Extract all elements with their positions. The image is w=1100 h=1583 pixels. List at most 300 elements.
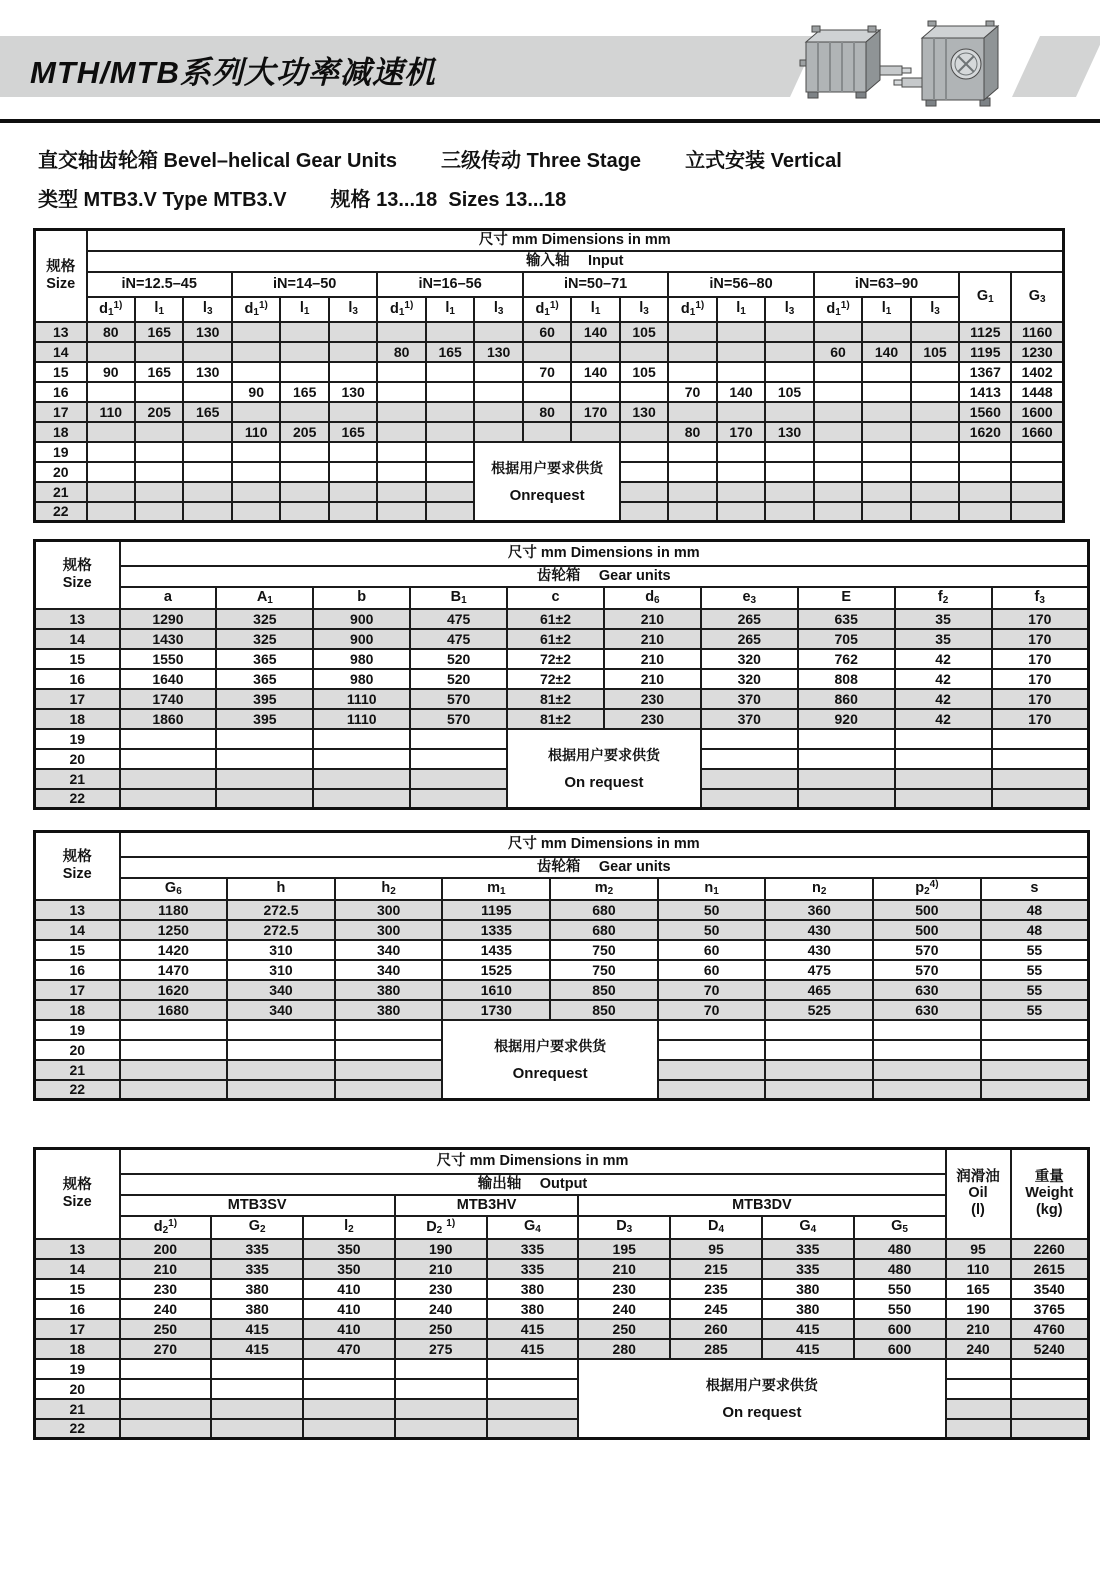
data-cell <box>395 1399 487 1419</box>
data-cell: 570 <box>873 960 981 980</box>
data-cell <box>232 362 280 382</box>
data-cell: 272.5 <box>227 900 335 920</box>
data-cell <box>211 1419 303 1439</box>
header-cell: 尺寸 mm Dimensions in mm <box>120 1149 946 1174</box>
data-cell <box>335 1020 443 1040</box>
data-cell: 600 <box>854 1339 946 1359</box>
data-cell <box>658 1040 766 1060</box>
data-cell <box>216 769 313 789</box>
header-cell: $n_2$ <box>765 878 873 900</box>
intro-gear-units-label: 直交轴齿轮箱 Bevel–helical Gear Units <box>38 150 398 172</box>
size-cell: 20 <box>35 462 87 482</box>
data-cell <box>895 729 992 749</box>
data-cell: 340 <box>227 1000 335 1020</box>
data-cell <box>410 769 507 789</box>
data-cell: 3540 <box>1011 1279 1089 1299</box>
data-cell <box>765 402 813 422</box>
data-cell <box>313 729 410 749</box>
data-cell: 195 <box>578 1239 670 1259</box>
header-cell: $d_1^{1)}$ <box>523 297 571 322</box>
header-cell: $d_1^{1)}$ <box>668 297 716 322</box>
size-cell: 22 <box>35 1419 120 1439</box>
header-cell: $l_1$ <box>426 297 474 322</box>
data-cell: 270 <box>120 1339 212 1359</box>
data-cell: 95 <box>670 1239 762 1259</box>
data-cell <box>377 402 425 422</box>
header-cell: $m_1$ <box>442 878 550 900</box>
header-cell: iN=14–50 <box>232 272 377 297</box>
data-cell <box>329 502 377 522</box>
data-cell: 210 <box>604 629 701 649</box>
data-cell <box>658 1020 766 1040</box>
data-cell: 50 <box>658 900 766 920</box>
data-cell <box>895 789 992 809</box>
data-cell: 1290 <box>120 609 217 629</box>
data-cell: 335 <box>762 1239 854 1259</box>
data-cell: 230 <box>578 1279 670 1299</box>
size-cell: 18 <box>35 1339 120 1359</box>
data-cell: 1110 <box>313 689 410 709</box>
data-cell <box>426 442 474 462</box>
data-cell <box>280 482 328 502</box>
data-cell: 1250 <box>120 920 228 940</box>
header-cell: iN=63–90 <box>814 272 960 297</box>
size-cell: 15 <box>35 940 120 960</box>
data-cell: 1430 <box>120 629 217 649</box>
data-cell <box>717 462 765 482</box>
data-cell: 140 <box>717 382 765 402</box>
data-cell: 1335 <box>442 920 550 940</box>
data-cell <box>135 482 183 502</box>
data-cell: 170 <box>717 422 765 442</box>
data-cell: 80 <box>668 422 716 442</box>
data-cell: 230 <box>395 1279 487 1299</box>
data-cell <box>426 322 474 342</box>
header-cell: $d_1^{1)}$ <box>377 297 425 322</box>
data-cell <box>717 342 765 362</box>
data-cell: 415 <box>211 1339 303 1359</box>
data-cell: 1420 <box>120 940 228 960</box>
data-cell <box>911 482 960 502</box>
data-cell: 475 <box>765 960 873 980</box>
data-cell: 920 <box>798 709 895 729</box>
data-cell <box>232 462 280 482</box>
data-cell: 215 <box>670 1259 762 1279</box>
data-cell <box>426 502 474 522</box>
data-cell: 1367 <box>959 362 1011 382</box>
data-cell: 50 <box>658 920 766 940</box>
data-cell: 140 <box>862 342 910 362</box>
size-cell: 19 <box>35 1359 120 1379</box>
data-cell: 42 <box>895 709 992 729</box>
data-cell <box>120 1379 212 1399</box>
data-cell: 370 <box>701 709 798 729</box>
data-cell: 430 <box>765 920 873 940</box>
data-cell: 70 <box>523 362 571 382</box>
data-cell <box>377 502 425 522</box>
data-cell: 42 <box>895 669 992 689</box>
data-cell: 340 <box>227 980 335 1000</box>
data-cell <box>87 462 135 482</box>
data-cell: 380 <box>762 1299 854 1319</box>
data-cell <box>571 422 619 442</box>
data-cell: 325 <box>216 609 313 629</box>
data-cell: 475 <box>410 609 507 629</box>
data-cell <box>981 1040 1089 1060</box>
data-cell <box>280 502 328 522</box>
size-cell: 17 <box>35 402 87 422</box>
header-cell: $f_2$ <box>895 587 992 609</box>
data-cell: 415 <box>487 1319 579 1339</box>
data-cell: 170 <box>992 649 1089 669</box>
data-cell: 35 <box>895 629 992 649</box>
header-cell: 规格 Size <box>35 832 120 900</box>
data-cell <box>620 442 668 462</box>
size-cell: 22 <box>35 502 87 522</box>
size-cell: 22 <box>35 1080 120 1100</box>
data-cell <box>120 789 217 809</box>
data-cell <box>862 402 910 422</box>
data-cell <box>87 442 135 462</box>
header-cell: 重量 Weight (kg) <box>1011 1149 1089 1239</box>
data-cell <box>765 462 813 482</box>
header-cell: $m_2$ <box>550 878 658 900</box>
data-cell <box>701 749 798 769</box>
data-cell: 70 <box>658 980 766 1000</box>
data-cell <box>765 342 813 362</box>
data-cell: 170 <box>992 709 1089 729</box>
data-cell: 980 <box>313 669 410 689</box>
header-cell: $G_3$ <box>1011 272 1063 322</box>
data-cell: 340 <box>335 940 443 960</box>
gearbox-photo-1 <box>800 26 911 98</box>
data-cell: 320 <box>701 649 798 669</box>
data-cell: 410 <box>303 1299 395 1319</box>
data-cell <box>120 769 217 789</box>
data-cell: 1600 <box>1011 402 1063 422</box>
data-cell <box>329 462 377 482</box>
data-cell <box>313 769 410 789</box>
header-cell: $l_3$ <box>620 297 668 322</box>
data-cell: 1620 <box>120 980 228 1000</box>
data-cell: 60 <box>814 342 862 362</box>
header-cell: $l_3$ <box>911 297 960 322</box>
size-cell: 16 <box>35 382 87 402</box>
size-cell: 20 <box>35 1040 120 1060</box>
data-cell: 410 <box>303 1279 395 1299</box>
data-cell <box>232 502 280 522</box>
data-cell <box>668 342 716 362</box>
data-cell: 265 <box>701 609 798 629</box>
data-cell: 72±2 <box>507 649 604 669</box>
data-cell <box>232 342 280 362</box>
data-cell <box>183 382 231 402</box>
header-cell: $B_1$ <box>410 587 507 609</box>
data-cell: 170 <box>992 629 1089 649</box>
data-cell: 2615 <box>1011 1259 1089 1279</box>
data-cell <box>862 502 910 522</box>
header-cell: 规格 Size <box>35 230 87 322</box>
data-cell <box>227 1020 335 1040</box>
data-cell: 1680 <box>120 1000 228 1020</box>
data-cell: 980 <box>313 649 410 669</box>
data-cell: 245 <box>670 1299 762 1319</box>
header-cell: $l_3$ <box>183 297 231 322</box>
data-cell <box>911 422 960 442</box>
data-cell <box>959 462 1011 482</box>
data-cell <box>87 482 135 502</box>
data-cell: 520 <box>410 649 507 669</box>
header-cell: $d_2^{1)}$ <box>120 1216 212 1239</box>
data-cell <box>765 362 813 382</box>
data-cell: 370 <box>701 689 798 709</box>
size-cell: 21 <box>35 482 87 502</box>
data-cell: 600 <box>854 1319 946 1339</box>
data-cell <box>862 422 910 442</box>
data-cell: 70 <box>658 1000 766 1020</box>
data-cell <box>946 1399 1011 1419</box>
data-cell: 95 <box>946 1239 1011 1259</box>
data-cell <box>1011 1399 1089 1419</box>
data-cell: 395 <box>216 709 313 729</box>
header-cell: 尺寸 mm Dimensions in mm <box>87 230 1064 251</box>
data-cell <box>426 462 474 482</box>
size-cell: 17 <box>35 1319 120 1339</box>
data-cell <box>280 402 328 422</box>
data-cell <box>183 482 231 502</box>
data-cell: 210 <box>604 649 701 669</box>
data-cell: 300 <box>335 920 443 940</box>
header-cell: $d_1^{1)}$ <box>814 297 862 322</box>
data-cell <box>377 362 425 382</box>
data-cell: 410 <box>303 1319 395 1339</box>
data-cell: 165 <box>426 342 474 362</box>
data-cell <box>620 482 668 502</box>
header-cell: $d_6$ <box>604 587 701 609</box>
data-cell <box>1011 502 1063 522</box>
data-cell: 170 <box>992 689 1089 709</box>
data-cell <box>335 1040 443 1060</box>
size-cell: 16 <box>35 669 120 689</box>
data-cell: 415 <box>211 1319 303 1339</box>
data-cell <box>523 422 571 442</box>
header-cell: $d_1^{1)}$ <box>232 297 280 322</box>
data-cell: 240 <box>395 1299 487 1319</box>
data-cell <box>911 402 960 422</box>
data-cell <box>946 1379 1011 1399</box>
data-cell <box>227 1040 335 1060</box>
header-cell: $l_1$ <box>135 297 183 322</box>
data-cell <box>135 502 183 522</box>
header-cell: 尺寸 mm Dimensions in mm <box>120 832 1089 857</box>
size-cell: 13 <box>35 322 87 342</box>
header-cell: E <box>798 587 895 609</box>
data-cell: 190 <box>395 1239 487 1259</box>
size-cell: 14 <box>35 1259 120 1279</box>
data-cell <box>620 382 668 402</box>
data-cell: 320 <box>701 669 798 689</box>
data-cell: 250 <box>578 1319 670 1339</box>
data-cell: 60 <box>658 960 766 980</box>
data-cell <box>329 322 377 342</box>
data-cell <box>410 729 507 749</box>
data-cell <box>1011 442 1063 462</box>
data-cell <box>329 402 377 422</box>
header-cell: $h_2$ <box>335 878 443 900</box>
data-cell <box>717 402 765 422</box>
size-cell: 15 <box>35 649 120 669</box>
data-cell <box>959 482 1011 502</box>
header-cell: iN=50–71 <box>523 272 668 297</box>
data-cell <box>814 382 862 402</box>
data-cell <box>227 1080 335 1100</box>
data-cell: 1180 <box>120 900 228 920</box>
data-cell <box>120 749 217 769</box>
header-cell: a <box>120 587 217 609</box>
data-cell: 380 <box>487 1279 579 1299</box>
data-cell <box>814 442 862 462</box>
size-cell: 17 <box>35 980 120 1000</box>
data-cell <box>1011 1419 1089 1439</box>
data-cell <box>814 482 862 502</box>
data-cell <box>873 1080 981 1100</box>
data-cell: 520 <box>410 669 507 689</box>
data-cell <box>862 362 910 382</box>
header-cell: iN=56–80 <box>668 272 813 297</box>
size-cell: 13 <box>35 1239 120 1259</box>
header-cell: $l_1$ <box>280 297 328 322</box>
data-cell: 365 <box>216 669 313 689</box>
size-cell: 19 <box>35 729 120 749</box>
data-cell <box>135 442 183 462</box>
header-cell: $D_3$ <box>578 1216 670 1239</box>
data-cell <box>280 442 328 462</box>
data-cell <box>668 322 716 342</box>
data-cell <box>668 442 716 462</box>
data-cell <box>280 322 328 342</box>
data-cell: 310 <box>227 960 335 980</box>
data-cell <box>523 342 571 362</box>
data-cell <box>329 342 377 362</box>
data-cell: 240 <box>578 1299 670 1319</box>
data-cell: 500 <box>873 900 981 920</box>
header-cell: $e_3$ <box>701 587 798 609</box>
data-cell: 335 <box>762 1259 854 1279</box>
gear-units-table-a <box>0 539 1100 810</box>
data-cell <box>814 322 862 342</box>
data-cell <box>474 322 522 342</box>
header-cell: h <box>227 878 335 900</box>
data-cell <box>120 729 217 749</box>
data-cell <box>668 462 716 482</box>
data-cell: 2260 <box>1011 1239 1089 1259</box>
data-cell: 250 <box>395 1319 487 1339</box>
data-cell <box>765 1060 873 1080</box>
data-cell: 550 <box>854 1279 946 1299</box>
data-cell: 5240 <box>1011 1339 1089 1359</box>
data-cell <box>87 342 135 362</box>
header-divider-rule <box>0 119 1100 123</box>
data-cell: 380 <box>335 980 443 1000</box>
data-cell: 61±2 <box>507 629 604 649</box>
data-cell <box>668 502 716 522</box>
size-cell: 19 <box>35 442 87 462</box>
data-cell: 550 <box>854 1299 946 1319</box>
data-cell: 61±2 <box>507 609 604 629</box>
data-cell: 205 <box>280 422 328 442</box>
header-cell: $l_1$ <box>862 297 910 322</box>
data-cell: 170 <box>571 402 619 422</box>
data-cell <box>426 482 474 502</box>
data-cell: 210 <box>604 669 701 689</box>
data-cell <box>216 789 313 809</box>
intro-sizes-label: 规格 13...18 Sizes 13...18 <box>330 189 567 211</box>
data-cell <box>183 422 231 442</box>
header-cell: $p_2^{4)}$ <box>873 878 981 900</box>
data-cell: 165 <box>280 382 328 402</box>
data-cell <box>765 1020 873 1040</box>
data-cell <box>911 502 960 522</box>
data-cell <box>303 1379 395 1399</box>
data-cell <box>1011 462 1063 482</box>
data-cell <box>395 1359 487 1379</box>
data-cell: 105 <box>620 322 668 342</box>
header-cell: $n_1$ <box>658 878 766 900</box>
data-cell <box>911 442 960 462</box>
data-cell: 170 <box>992 669 1089 689</box>
header-cell: 规格 Size <box>35 541 120 609</box>
data-cell <box>658 1080 766 1100</box>
data-cell: 380 <box>211 1279 303 1299</box>
data-cell: 1620 <box>959 422 1011 442</box>
size-cell: 21 <box>35 769 120 789</box>
data-cell <box>232 482 280 502</box>
output-shaft-table <box>0 1147 1100 1440</box>
data-cell: 230 <box>120 1279 212 1299</box>
size-cell: 15 <box>35 1279 120 1299</box>
data-cell: 165 <box>329 422 377 442</box>
data-cell <box>523 382 571 402</box>
data-cell: 165 <box>183 402 231 422</box>
data-cell <box>992 729 1089 749</box>
header-cell: b <box>313 587 410 609</box>
data-cell <box>1011 482 1063 502</box>
data-cell: 1413 <box>959 382 1011 402</box>
header-cell: $l_2$ <box>303 1216 395 1239</box>
data-cell: 205 <box>135 402 183 422</box>
data-cell: 350 <box>303 1259 395 1279</box>
size-cell: 16 <box>35 960 120 980</box>
intro-line-1 <box>38 148 1100 174</box>
data-cell: 210 <box>604 609 701 629</box>
data-cell: 140 <box>571 362 619 382</box>
data-cell: 165 <box>135 322 183 342</box>
data-cell: 3765 <box>1011 1299 1089 1319</box>
data-cell <box>487 1379 579 1399</box>
data-cell <box>620 462 668 482</box>
input-shaft-table <box>0 228 1100 523</box>
data-cell: 570 <box>410 689 507 709</box>
data-cell: 680 <box>550 900 658 920</box>
data-cell: 105 <box>911 342 960 362</box>
data-cell: 165 <box>946 1279 1011 1299</box>
data-cell: 635 <box>798 609 895 629</box>
on-request-note: 根据用户要求供货 On request <box>507 729 701 809</box>
size-cell: 20 <box>35 749 120 769</box>
data-cell <box>862 482 910 502</box>
data-cell: 335 <box>487 1239 579 1259</box>
data-cell <box>87 422 135 442</box>
